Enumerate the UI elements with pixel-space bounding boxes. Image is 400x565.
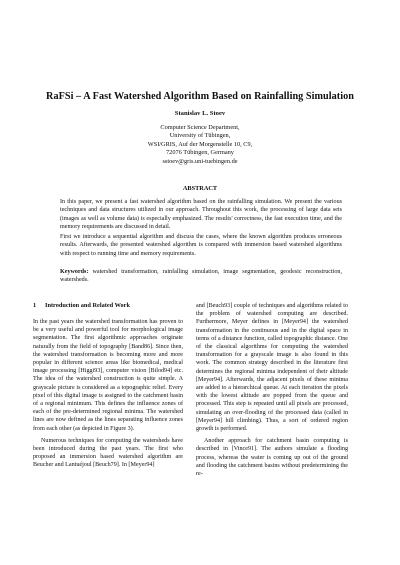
- keywords: [60, 268, 342, 285]
- affiliation-line: University of Tübingen,: [169, 132, 231, 140]
- abstract-paragraph: In this paper, we present a fast watershed algorithm based on the rainfalling simulation. We present the various techniques and data structures utilized in our approach. Throughout this work, the processing of large data sets (images as well as volume data) is especially emphasized. The results' correctness, the fast execution time, and the memory requirements are discussed in detail.: [60, 199, 342, 230]
- affiliation-line: Computer Science Department,: [160, 124, 240, 131]
- right-column: [196, 302, 348, 481]
- paper-title: RaFSi – A Fast Watershed Algorithm Based on Rainfalling Simulation: [46, 91, 354, 102]
- section-title: Introduction and Related Work: [45, 302, 130, 309]
- author-affiliation: [0, 124, 400, 166]
- body-paragraph: Another approach for catchment basin computing is described in [Vince91]. The authors simulate a flooding process, whereas the water is coming up out of the ground and flooding the catchment basins without predetermining the re-: [196, 438, 348, 478]
- section-number: 1: [33, 302, 37, 309]
- keywords-text: watershed transformation, rainfalling simulation, image segmentation, geodesic reconstruction, watersheds.: [60, 269, 342, 284]
- body-paragraph: In the past years the watershed transformation has proven to be a very useful and powerful tool for morphological image segmentation. The first algorithmic approaches originate naturally from the field of topography [Band86]. Since then, the watershed transformation is becoming more and more popular in different science areas like biomedical, medical image processing [Higgi93], computer vision [Bilod94] etc. The idea of the watershed construction is quite simple. A grayscale picture is considered as a topographic relief. Every pixel of this digital image is assigned to the catchment basin of a regional minimum. This defines the influence zones of each of the pre-determined regional minima. The watershed lines are now defined as the lines separating influence zones from each other (as depicted in Figure 3).: [33, 319, 183, 432]
- keywords-label: Keywords:: [60, 269, 89, 275]
- section-heading: [33, 302, 130, 309]
- author-name: Stanislav L. Stoev: [174, 110, 226, 117]
- abstract-paragraph: First we introduce a sequential algorithm and discuss the cases, where the known algorithm produces erroneous results. Afterwards, the presented watershed algorithm is compared with immersion based watershed algorithms with respect to running time and memory requirements.: [60, 234, 342, 257]
- body-paragraph: Numerous techniques for computing the watersheds have been introduced during the past years. The first who proposed an immersion based watershed algorithm are Beucher and Lantuéjoul [Beuch79]. In [Meyer94]: [33, 437, 183, 469]
- body-paragraph: and [Beuch93] couple of techniques and algorithms related to the problem of watershed computing are described. Furthermore, Meyer defines in [Meyer94] the watershed transformation in the continuous and in the digital space in terms of a distance function, called topographic distance. One of the classical algorithms for computing the watershed transformation for a grayscale image is also found in this work. The common strategy described in the literature first determines the regional minima independent of their altitude [Meyer94]. Afterwards, the adjacent pixels of these minima are added to a hierarchical queue. At each iteration the pixels with the lowest altitude are popped from the queue and processed. This step is repeated until all pixels are processed, simulating an over-flooding of the processed data (called in [Meyer94] hill climbing). Thus, a sort of ordered region growth is performed.: [196, 303, 348, 433]
- author-email: sstoev@gris.uni-tuebingen.de: [162, 157, 238, 165]
- affiliation-line: 72076 Tübingen, Germany: [166, 149, 234, 157]
- affiliation-line: WSI/GRIS, Auf der Morgenstelle 10, C9,: [147, 140, 253, 148]
- abstract-heading: ABSTRACT: [182, 185, 218, 192]
- left-column: [33, 318, 183, 473]
- abstract-body: [60, 198, 342, 260]
